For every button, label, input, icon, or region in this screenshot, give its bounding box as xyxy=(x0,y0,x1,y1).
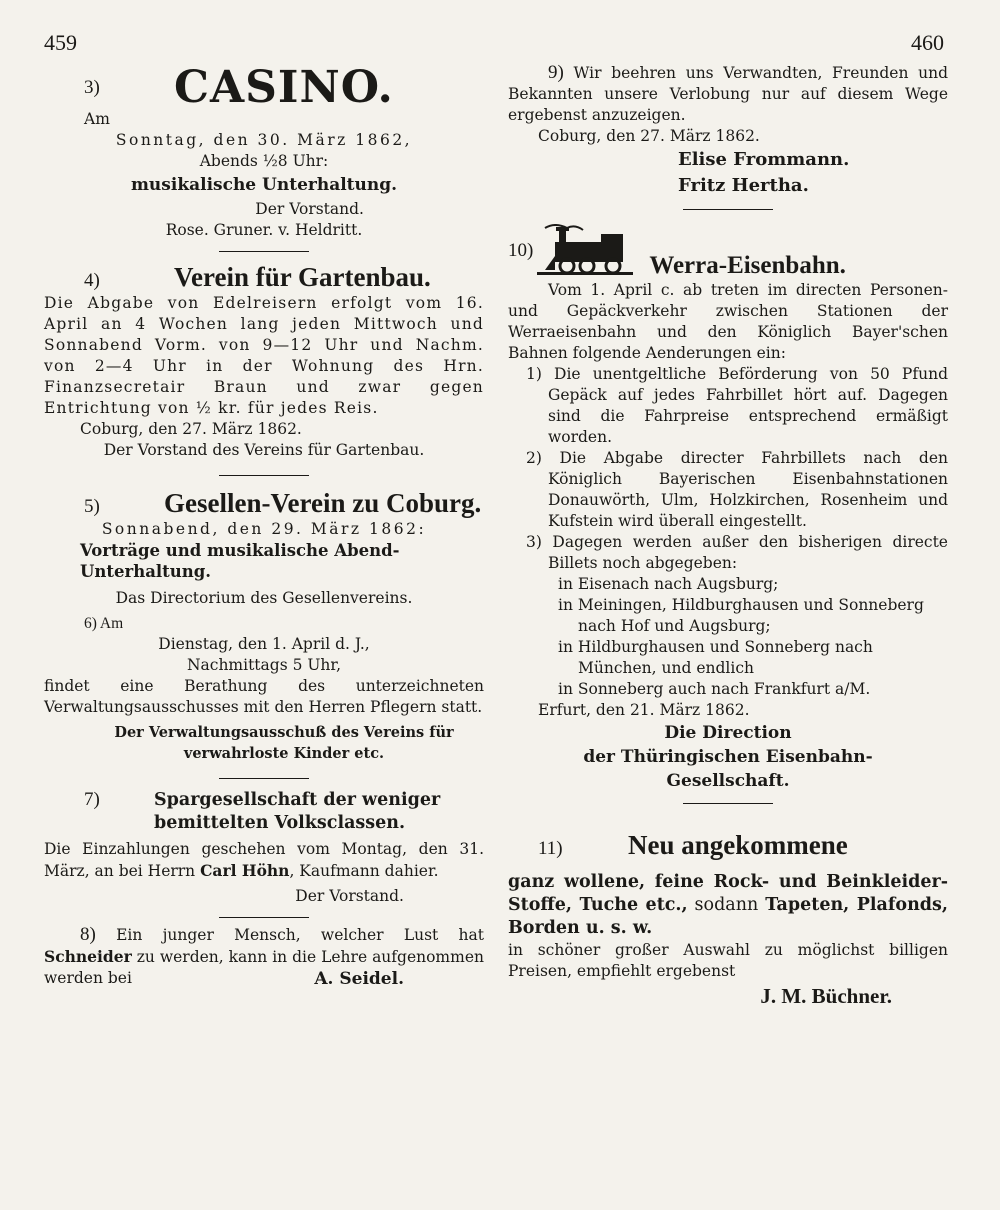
ad-spargesellschaft xyxy=(44,789,484,918)
ad-item-2: 2) Die Abgabe directer Fahrbillets nach den Königlich Bayerischen Eisenbahnstationen Donauwörth, Ulm, Holzkirchen, Rosenheim und Kufstein wird überall eingestellt. xyxy=(526,449,948,530)
ad-lehrling xyxy=(44,924,484,990)
divider xyxy=(683,803,773,804)
ad-body: findet eine Berathung des unterzeichneten Verwaltungsausschusses mit den Herren Pflegern statt. xyxy=(44,677,484,716)
ad-title: Verein für Gartenbau. xyxy=(174,262,431,292)
ad-body: , Kaufmann dahier. xyxy=(289,862,439,880)
ad-text: Am xyxy=(84,110,110,128)
ad-body: in schöner großer Auswahl zu möglichst billigen Preisen, empfiehlt ergebenst xyxy=(508,941,948,980)
ad-item-1: 1) Die unentgeltliche Beförderung von 50 Pfund Gepäck auf jedes Fahrbillet hört auf. Dagegen sind die Fahrpreise entsprechend ermäßigt worden. xyxy=(526,365,948,446)
ad-body: sodann xyxy=(687,895,766,915)
ad-signer: J. M. Büchner. xyxy=(760,984,892,1008)
ad-contact-name: Carl Höhn xyxy=(200,861,290,880)
ad-signer: der Thüringischen Eisenbahn- xyxy=(583,747,873,767)
ad-body: zu werden, kann in die Lehre aufgenommen werden bei xyxy=(44,948,484,987)
ad-number: 7) xyxy=(84,789,100,810)
ad-time: Nachmittags 5 Uhr, xyxy=(186,656,342,674)
ad-item-3: 3) Dagegen werden außer den bisherigen directe Billets noch abgegeben: xyxy=(526,533,948,572)
ad-name-2: Fritz Hertha. xyxy=(678,175,809,196)
ad-date: Sonnabend, den 29. März 1862: xyxy=(101,520,427,538)
ad-number: 8) xyxy=(80,924,96,945)
ad-body: Wir beehren uns Verwandten, Freunden und Bekannten unsere Verlobung nur auf diesem Wege ergebenst anzuzeigen. xyxy=(508,64,948,124)
ad-number: 6) Am xyxy=(84,615,124,632)
ad-dateline: Erfurt, den 21. März 1862. xyxy=(538,701,750,719)
divider xyxy=(219,475,309,476)
ad-dateline: Coburg, den 27. März 1862. xyxy=(538,127,760,145)
ad-body: Die Einzahlungen geschehen vom Montag, den 31. März, an bei Herrn xyxy=(44,840,484,880)
ad-route: in Meiningen, Hildburghausen und Sonneberg nach Hof und Augsburg; xyxy=(558,596,924,635)
ad-route: in Hildburghausen und Sonneberg nach München, und endlich xyxy=(558,638,873,677)
ad-date: Dienstag, den 1. April d. J., xyxy=(158,635,370,653)
ad-title: Werra-Eisenbahn. xyxy=(649,252,846,279)
ad-signer: Die Direction xyxy=(664,723,792,743)
ad-werra-eisenbahn xyxy=(508,222,948,804)
right-column xyxy=(508,62,948,1007)
ad-body: Ein junger Mensch, welcher Lust hat xyxy=(116,926,484,944)
ad-casino xyxy=(44,62,484,252)
ad-title: Spargesellschaft der weniger bemittelten Volksclassen. xyxy=(154,790,441,833)
left-column xyxy=(44,62,484,990)
ad-signer: Der Vorstand. xyxy=(295,887,404,905)
ad-route: in Sonneberg auch nach Frankfurt a/M. xyxy=(558,680,871,698)
ad-body: Die Abgabe von Edelreisern erfolgt vom 16. April an 4 Wochen lang jeden Mittwoch und Sonnabend Vorm. von 9—12 Uhr und Nachm. von 2—4 Uhr in der Wohnung des Hrn. Finanzsecretair Braun und zwar gegen Entrichtung von ½ kr. für jedes Reis. xyxy=(44,294,484,417)
ad-title: Neu angekommene xyxy=(628,830,848,860)
ad-date: Sonntag, den 30. März 1862, xyxy=(115,131,413,149)
page-number-left: 459 xyxy=(44,30,77,55)
ad-gartenbau xyxy=(44,262,484,476)
ad-signer: Das Directorium des Gesellenvereins. xyxy=(115,589,413,607)
ad-time: Abends ½8 Uhr: xyxy=(199,152,329,170)
ad-names: Rose. Gruner. v. Heldritt. xyxy=(165,221,363,239)
divider xyxy=(219,917,309,918)
divider xyxy=(219,251,309,252)
ad-route: in Eisenach nach Augsburg; xyxy=(558,575,779,593)
ad-number: 10) xyxy=(508,240,534,261)
ad-number: 4) xyxy=(84,270,100,291)
ad-number: 3) xyxy=(84,76,100,98)
ad-signer: Der Vorstand. xyxy=(255,200,364,218)
ad-gesellen-verein xyxy=(44,488,484,609)
ad-title: Gesellen-Verein zu Coburg. xyxy=(164,488,482,518)
ad-title: CASINO. xyxy=(174,62,394,113)
ad-goods: ganz wollene, feine Rock- und Beinkleider-Stoffe, Tuche etc., xyxy=(508,872,948,915)
ad-verwaltungsausschuss xyxy=(44,613,484,779)
ad-signer: Der Verwaltungsausschuß des Vereins für verwahrloste Kinder etc. xyxy=(114,724,454,762)
ad-number: 11) xyxy=(538,838,563,859)
ad-goods: Tapeten, Plafonds, Borden u. s. w. xyxy=(508,895,948,938)
ad-number: 9) xyxy=(548,62,564,83)
locomotive-icon xyxy=(535,224,635,278)
ad-event: Vorträge und musikalische Abend-Unterhaltung. xyxy=(80,541,400,581)
ad-intro: Vom 1. April c. ab treten im directen Personen- und Gepäckverkehr zwischen Stationen der Werraeisenbahn und den Königlich Bayer'schen Bahnen folgende Aenderungen ein: xyxy=(508,281,948,362)
ad-number: 5) xyxy=(84,496,100,517)
ad-trade: Schneider xyxy=(44,947,132,966)
ad-name-1: Elise Frommann. xyxy=(678,149,850,170)
ad-signer: Gesellschaft. xyxy=(666,771,790,791)
ad-dateline: Coburg, den 27. März 1862. xyxy=(80,420,302,438)
page-number-right: 460 xyxy=(911,30,944,55)
ad-signer: Der Vorstand des Vereins für Gartenbau. xyxy=(103,441,425,459)
divider xyxy=(683,209,773,210)
ad-event: musikalische Unterhaltung. xyxy=(130,175,398,195)
ad-verlobung xyxy=(508,62,948,210)
divider xyxy=(219,778,309,779)
ad-signer: A. Seidel. xyxy=(314,969,404,989)
ad-stoffe xyxy=(508,830,948,1007)
